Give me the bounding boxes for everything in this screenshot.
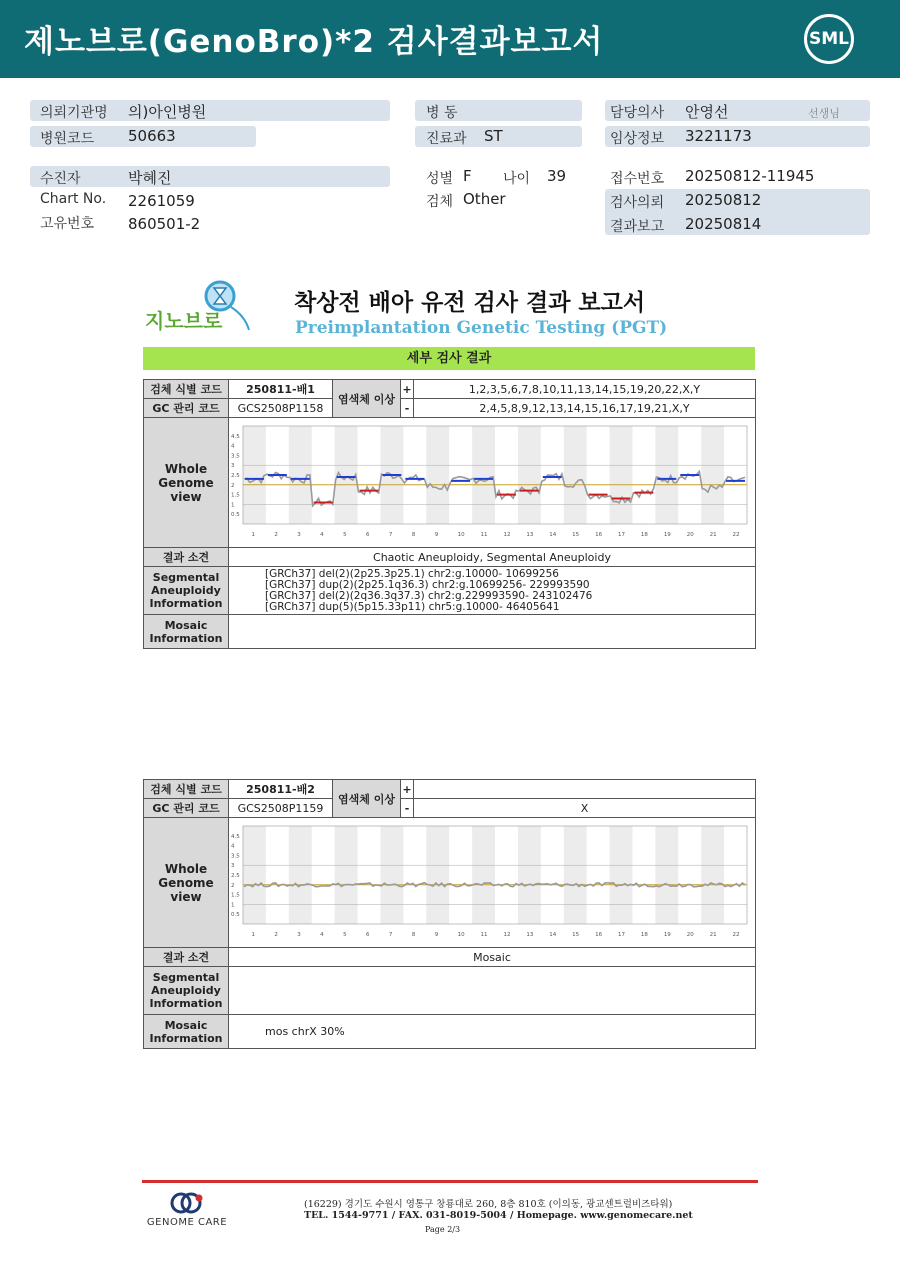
chrom-band — [472, 826, 495, 924]
dept-label: 진료과 — [426, 131, 467, 147]
x-tick-label: 20 — [686, 532, 694, 538]
x-tick-label: 21 — [709, 932, 717, 938]
segmental-line: [GRCh37] del(2)(2q36.3q37.3) chr2:g.229993590- 243102476 — [265, 589, 593, 602]
chrom-band — [380, 826, 403, 924]
chrom-band — [564, 826, 587, 924]
dept: ST — [484, 127, 503, 145]
sex: F — [463, 167, 472, 185]
x-tick-label: 6 — [366, 532, 370, 538]
mosaic-label: Mosaic Information — [144, 1015, 229, 1049]
genobro-logo — [145, 276, 255, 338]
chrom-band — [289, 826, 312, 924]
x-tick-label: 5 — [343, 532, 347, 538]
y-tick-label: 4 — [231, 843, 235, 850]
gc-code-label: GC 관리 코드 — [144, 399, 229, 418]
doctor: 안영선 — [685, 103, 729, 121]
y-tick-label: 2.5 — [231, 473, 240, 479]
chrom-band — [610, 426, 633, 524]
patient-name: 박혜진 — [128, 169, 172, 187]
x-tick-label: 10 — [457, 532, 465, 538]
y-tick-label: 4.5 — [231, 833, 240, 840]
specimen-label: 검체 — [426, 194, 454, 210]
result-report-label: 결과보고 — [610, 219, 665, 235]
y-tick-label: 0.5 — [231, 912, 240, 919]
wgv-label: Whole Genome view — [144, 418, 229, 548]
y-tick-label: 4.5 — [231, 433, 240, 440]
x-tick-label: 3 — [297, 532, 301, 538]
report-header — [0, 0, 900, 78]
footer-contact: TEL. 1544-9771 / FAX. 031-8019-5004 / Homepage. www.genomecare.net — [304, 1210, 693, 1221]
plus-label: + — [401, 780, 414, 799]
x-tick-label: 19 — [663, 932, 671, 938]
y-tick-label: 2.5 — [231, 873, 240, 879]
y-tick-label: 1.5 — [231, 492, 240, 499]
request-org: 의)아인병원 — [128, 103, 207, 121]
clinical-info: 3221173 — [685, 127, 752, 145]
age: 39 — [547, 167, 567, 185]
y-tick-label: 1.5 — [231, 892, 240, 899]
chrom-band — [655, 826, 678, 924]
x-tick-label: 14 — [549, 532, 557, 538]
result-report-date: 20250814 — [685, 215, 762, 233]
gain-chromosomes: 1,2,3,5,6,7,8,10,11,13,14,15,19,20,22,X,Y — [414, 380, 756, 399]
whole-genome-plot — [229, 818, 751, 944]
segmental-line: [GRCh37] dup(5)(5p15.33p11) chr5:g.10000- 46405641 — [265, 600, 560, 613]
doctor-label: 담당의사 — [610, 105, 665, 121]
x-tick-label: 22 — [732, 532, 740, 538]
chrom-band — [701, 426, 724, 524]
chrom-band — [243, 426, 266, 524]
minus-label: - — [401, 799, 414, 818]
x-tick-label: 21 — [709, 532, 717, 538]
chrom-band — [426, 426, 449, 524]
y-tick-label: 4 — [231, 443, 235, 450]
footer-page: Page 2/3 — [425, 1225, 461, 1234]
y-tick-label: 3.5 — [231, 453, 240, 460]
segmental-info — [229, 567, 756, 615]
y-tick-label: 0.5 — [231, 512, 240, 519]
x-tick-label: 7 — [388, 532, 393, 538]
finding: Mosaic — [229, 948, 756, 967]
sample-id-label: 검체 식별 코드 — [144, 380, 229, 399]
finding-label: 결과 소견 — [144, 548, 229, 567]
x-tick-label: 20 — [686, 932, 694, 938]
uid-label: 고유번호 — [40, 216, 95, 232]
y-tick-label: 1 — [231, 902, 235, 909]
request-org-label: 의뢰기관명 — [40, 105, 108, 121]
x-tick-label: 9 — [434, 932, 439, 938]
chrom-band — [564, 426, 587, 524]
segmental-label: Segmental Aneuploidy Information — [144, 967, 229, 1015]
chrom-band — [243, 826, 266, 924]
loss-chromosomes: X — [414, 799, 756, 818]
finding-label: 결과 소견 — [144, 948, 229, 967]
x-tick-label: 22 — [732, 932, 740, 938]
x-tick-label: 11 — [480, 932, 488, 938]
x-tick-label: 6 — [366, 932, 370, 938]
x-tick-label: 12 — [503, 532, 511, 538]
x-tick-label: 18 — [640, 532, 648, 538]
x-tick-label: 13 — [526, 932, 534, 938]
sml-logo: SML — [804, 14, 854, 64]
ward-label: 병 동 — [426, 105, 458, 121]
hospital-code-label: 병원코드 — [40, 131, 95, 147]
section-header: 세부 검사 결과 — [143, 347, 755, 370]
chrom-band — [610, 826, 633, 924]
chart-label: Chart No. — [40, 191, 107, 207]
hospital-code: 50663 — [128, 127, 176, 145]
finding: Chaotic Aneuploidy, Segmental Aneuploidy — [229, 548, 756, 567]
x-tick-label: 10 — [457, 932, 465, 938]
x-tick-label: 9 — [434, 532, 439, 538]
x-tick-label: 16 — [595, 532, 603, 538]
receipt-label: 접수번호 — [610, 171, 665, 187]
segmental-label: Segmental Aneuploidy Information — [144, 567, 229, 615]
specimen: Other — [463, 190, 506, 208]
sample-2-table — [143, 779, 756, 1049]
test-request-date: 20250812 — [685, 191, 762, 209]
mosaic-label: Mosaic Information — [144, 615, 229, 649]
x-tick-label: 4 — [320, 532, 324, 538]
x-tick-label: 15 — [572, 532, 580, 538]
y-tick-label: 3 — [231, 463, 235, 470]
x-tick-label: 3 — [297, 932, 301, 938]
footer-divider — [142, 1180, 758, 1183]
loss-chromosomes: 2,4,5,8,9,12,13,14,15,16,17,19,21,X,Y — [414, 399, 756, 418]
genobro-logo-text: 지노브로 — [145, 309, 223, 333]
y-tick-label: 3 — [231, 863, 235, 870]
y-tick-label: 2 — [231, 882, 235, 889]
x-tick-label: 11 — [480, 532, 488, 538]
gc-code-label: GC 관리 코드 — [144, 799, 229, 818]
report-main-title: 착상전 배아 유전 검사 결과 보고서 — [294, 290, 646, 316]
sex-label: 성별 — [426, 171, 454, 187]
x-tick-label: 1 — [251, 532, 255, 538]
x-tick-label: 4 — [320, 932, 324, 938]
x-tick-label: 17 — [618, 532, 625, 538]
report-title: 제노브로(GenoBro)*2 검사결과보고서 — [24, 24, 604, 60]
x-tick-label: 5 — [343, 932, 347, 938]
sample-id: 250811-배2 — [229, 780, 333, 799]
minus-label: - — [401, 399, 414, 418]
plus-label: + — [401, 380, 414, 399]
x-tick-label: 18 — [640, 932, 648, 938]
chrom-band — [335, 826, 358, 924]
genome-plot-cell — [229, 418, 756, 548]
x-tick-label: 1 — [251, 932, 255, 938]
x-tick-label: 14 — [549, 932, 557, 938]
segmental-line: [GRCh37] dup(2)(2p25.1q36.3) chr2:g.10699256- 229993590 — [265, 578, 590, 591]
doctor-suffix: 선생님 — [808, 107, 840, 120]
x-tick-label: 16 — [595, 932, 603, 938]
whole-genome-plot — [229, 418, 751, 544]
x-tick-label: 7 — [388, 932, 393, 938]
sample-1-table — [143, 379, 756, 649]
abnormal-label: 염색체 이상 — [333, 780, 401, 818]
x-tick-label: 8 — [411, 932, 416, 938]
mosaic-info — [229, 615, 756, 649]
x-tick-label: 13 — [526, 532, 534, 538]
sample-id: 250811-배1 — [229, 380, 333, 399]
segmental-info — [229, 967, 756, 1015]
gc-code: GCS2508P1158 — [229, 399, 333, 418]
sample-id-label: 검체 식별 코드 — [144, 780, 229, 799]
gain-chromosomes — [414, 780, 756, 799]
mosaic-info: mos chrX 30% — [229, 1015, 756, 1049]
chrom-band — [472, 426, 495, 524]
genome-care-icon — [167, 1190, 207, 1216]
genome-plot-cell — [229, 818, 756, 948]
genome-care-logo — [141, 1190, 233, 1232]
chart-no: 2261059 — [128, 192, 195, 210]
gc-code: GCS2508P1159 — [229, 799, 333, 818]
age-label: 나이 — [503, 171, 531, 187]
footer-address: (16229) 경기도 수원시 영통구 창룡대로 260, 8층 810호 (이의동, 광교센트럴비즈타워) — [304, 1199, 673, 1210]
x-tick-label: 8 — [411, 532, 416, 538]
uid: 860501-2 — [128, 215, 201, 233]
chrom-band — [518, 426, 541, 524]
genome-care-text: GENOME CARE — [146, 1217, 228, 1228]
x-tick-label: 12 — [503, 932, 511, 938]
x-tick-label: 2 — [274, 532, 278, 538]
x-tick-label: 2 — [274, 932, 278, 938]
y-tick-label: 1 — [231, 502, 235, 509]
chrom-band — [426, 826, 449, 924]
chrom-band — [655, 426, 678, 524]
wgv-label: Whole Genome view — [144, 818, 229, 948]
chrom-band — [518, 826, 541, 924]
x-tick-label: 15 — [572, 932, 580, 938]
y-tick-label: 3.5 — [231, 853, 240, 860]
patient-name-label: 수진자 — [40, 171, 81, 187]
chrom-band — [701, 826, 724, 924]
y-tick-label: 2 — [231, 482, 235, 489]
segmental-line: [GRCh37] del(2)(2p25.3p25.1) chr2:g.10000- 10699256 — [265, 567, 559, 580]
receipt-no: 20250812-11945 — [685, 167, 815, 185]
test-request-label: 검사의뢰 — [610, 195, 665, 211]
report-subtitle: Preimplantation Genetic Testing (PGT) — [295, 318, 668, 338]
abnormal-label: 염색체 이상 — [333, 380, 401, 418]
x-tick-label: 19 — [663, 532, 671, 538]
clinical-label: 임상정보 — [610, 131, 665, 147]
x-tick-label: 17 — [618, 932, 625, 938]
